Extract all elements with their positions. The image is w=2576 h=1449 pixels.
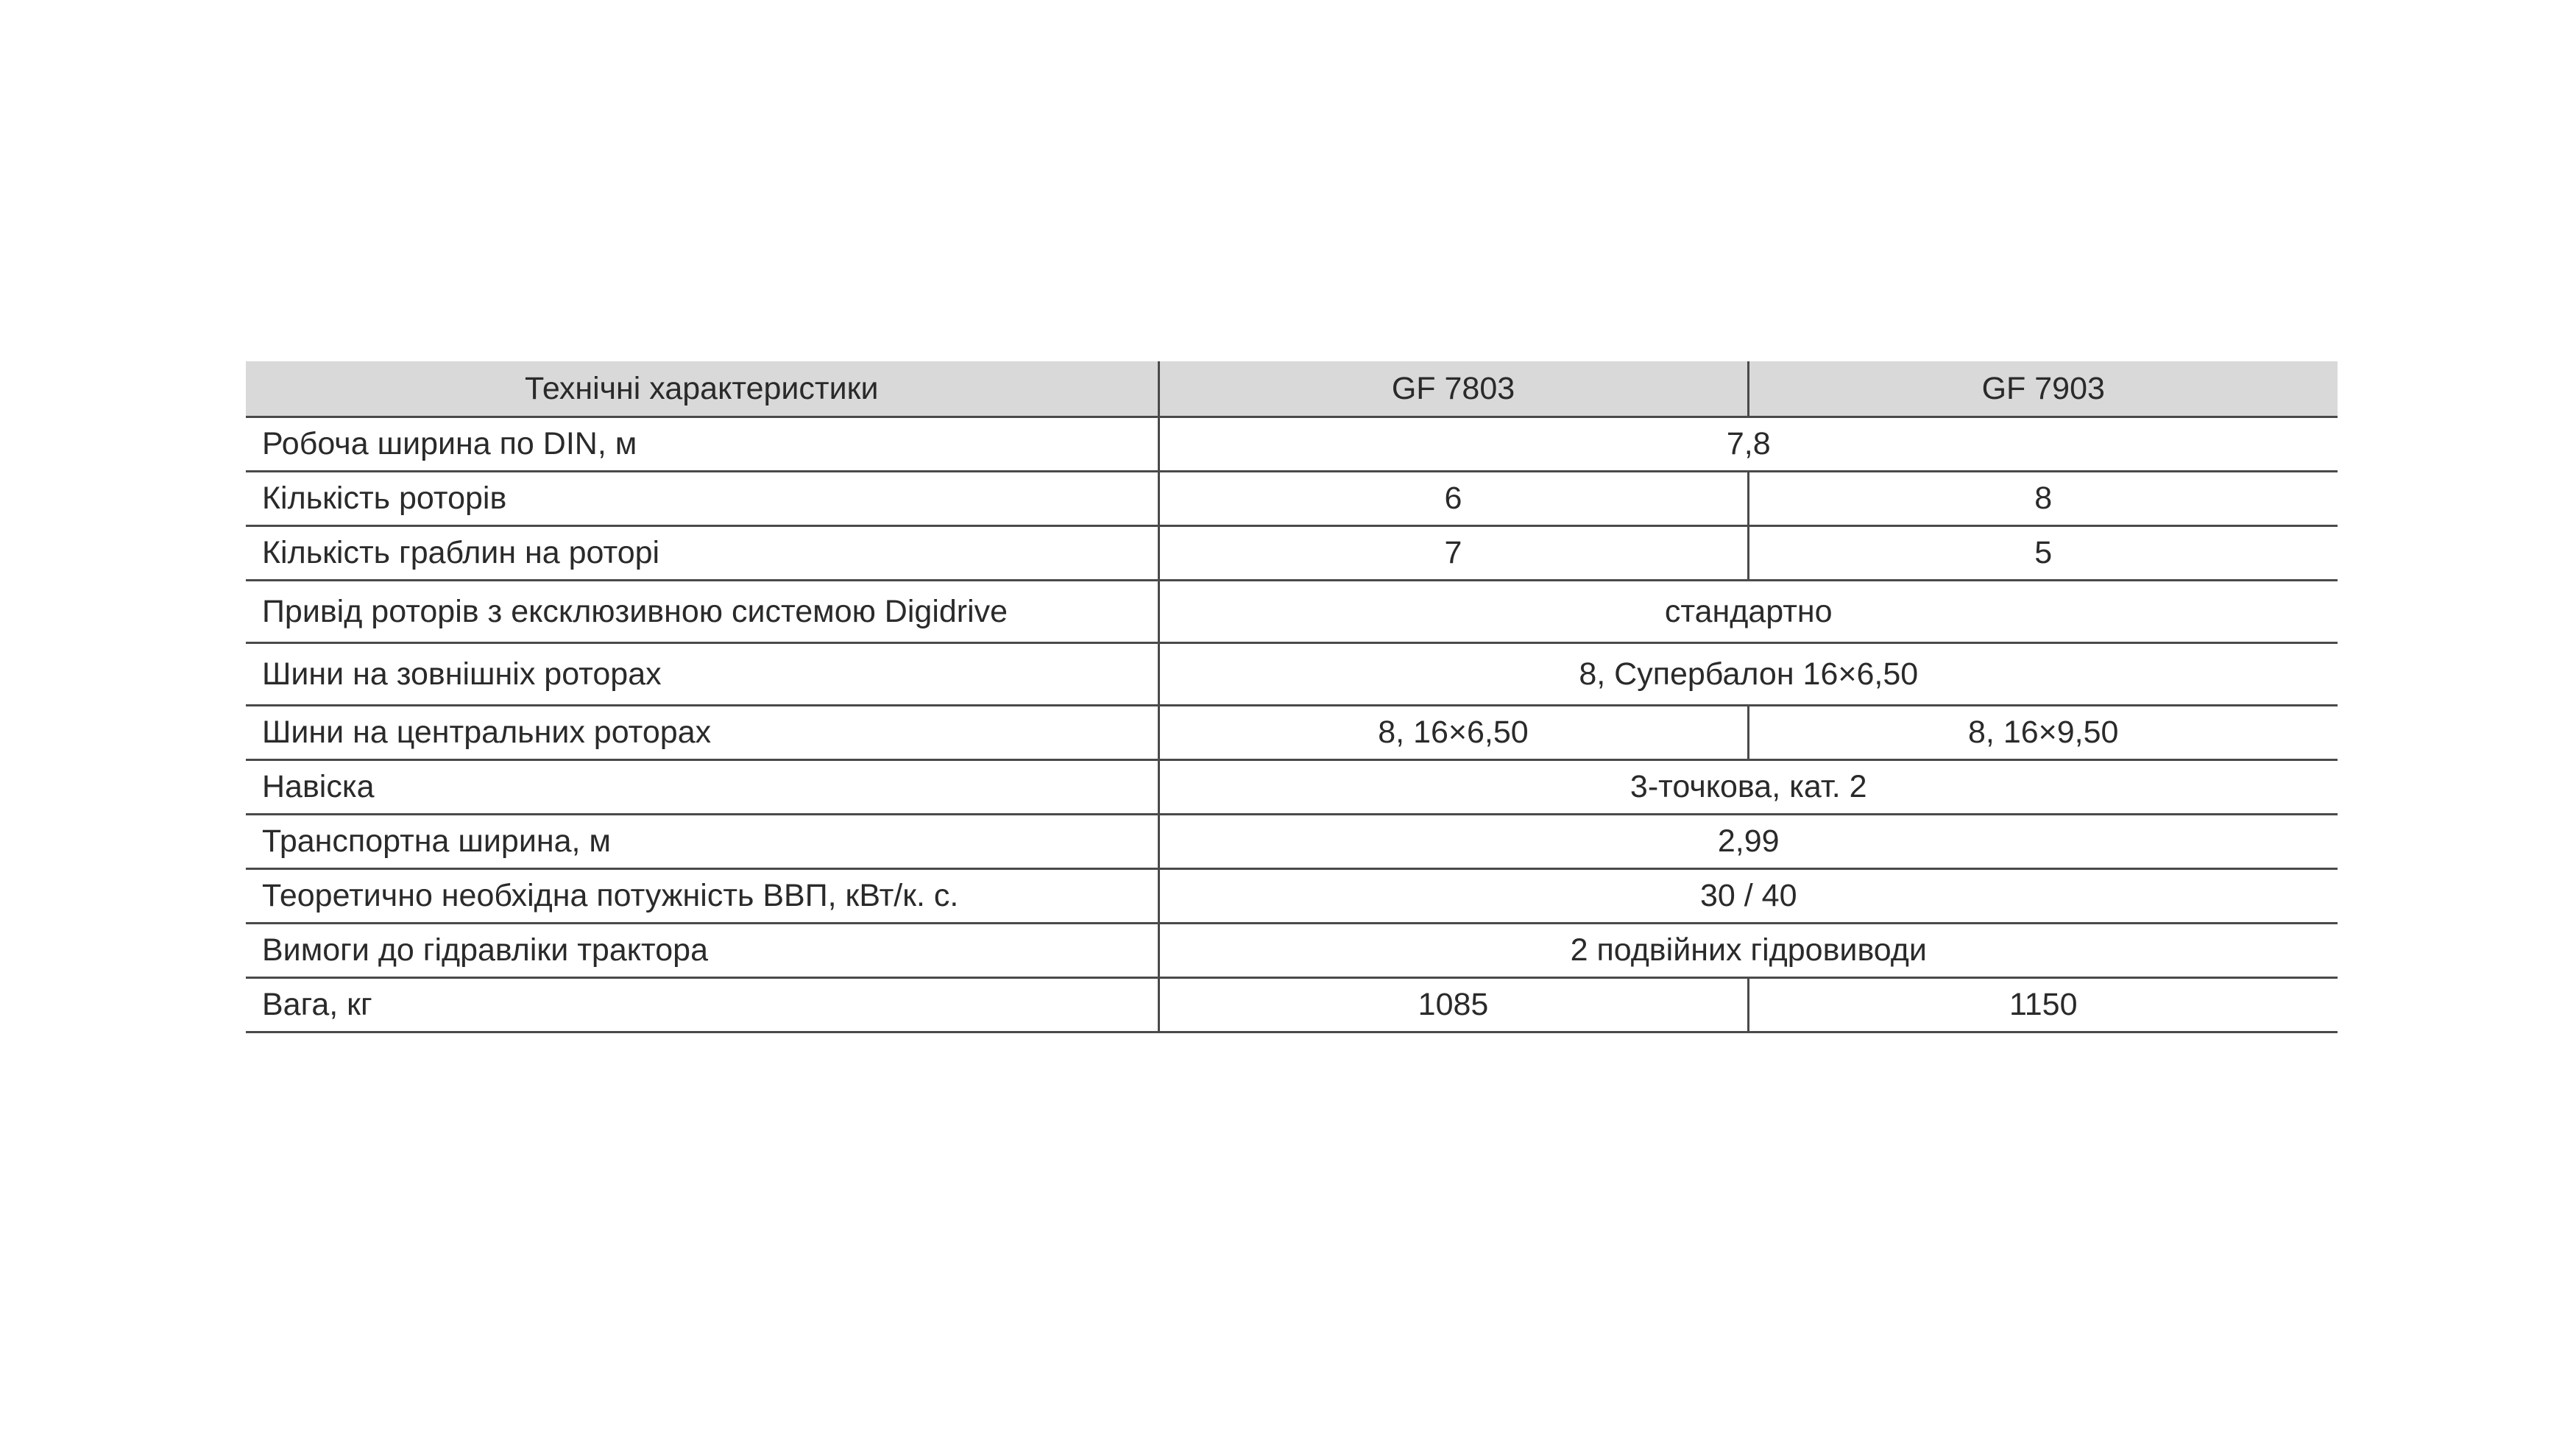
- table-row: [246, 643, 2338, 706]
- row-value-a: 6: [1158, 472, 1748, 526]
- row-value-b: 8: [1748, 472, 2338, 526]
- row-value-a: 8, 16×6,50: [1158, 706, 1748, 760]
- row-value: 3-точкова, кат. 2: [1158, 760, 2338, 815]
- row-value-b: 5: [1748, 526, 2338, 581]
- row-value: 2,99: [1158, 815, 2338, 869]
- row-label: Кількість роторів: [246, 472, 1158, 526]
- row-value: 8, Супербалон 16×6,50: [1158, 643, 2338, 706]
- table-row: [246, 581, 2338, 643]
- table-row: [246, 815, 2338, 869]
- header-model-b: GF 7903: [1748, 361, 2338, 417]
- row-value: 30 / 40: [1158, 869, 2338, 924]
- row-value-b: 1150: [1748, 978, 2338, 1032]
- table-row: [246, 706, 2338, 760]
- spec-table: [246, 361, 2338, 1033]
- header-model-a: GF 7803: [1158, 361, 1748, 417]
- row-label: Шини на центральних роторах: [246, 706, 1158, 760]
- row-label: Теоретично необхідна потужність ВВП, кВт/к. с.: [246, 869, 1158, 924]
- table-row: [246, 526, 2338, 581]
- table-row: [246, 472, 2338, 526]
- row-label: Привід роторів з ексклюзивною системою Digidrive: [246, 581, 1158, 643]
- row-value: 2 подвійних гідровиводи: [1158, 924, 2338, 978]
- row-label: Шини на зовнішніх роторах: [246, 643, 1158, 706]
- table-row: [246, 978, 2338, 1032]
- row-value-b: 8, 16×9,50: [1748, 706, 2338, 760]
- row-value: 7,8: [1158, 417, 2338, 472]
- header-label: Технічні характеристики: [246, 361, 1158, 417]
- table-row: [246, 760, 2338, 815]
- row-value-a: 1085: [1158, 978, 1748, 1032]
- row-label: Кількість граблин на роторі: [246, 526, 1158, 581]
- row-label: Вага, кг: [246, 978, 1158, 1032]
- row-label: Навіска: [246, 760, 1158, 815]
- row-value-a: 7: [1158, 526, 1748, 581]
- row-value: стандартно: [1158, 581, 2338, 643]
- row-label: Вимоги до гідравліки трактора: [246, 924, 1158, 978]
- table-row: [246, 417, 2338, 472]
- table-header-row: [246, 361, 2338, 417]
- table-row: [246, 869, 2338, 924]
- table-row: [246, 924, 2338, 978]
- row-label: Робоча ширина по DIN, м: [246, 417, 1158, 472]
- row-label: Транспортна ширина, м: [246, 815, 1158, 869]
